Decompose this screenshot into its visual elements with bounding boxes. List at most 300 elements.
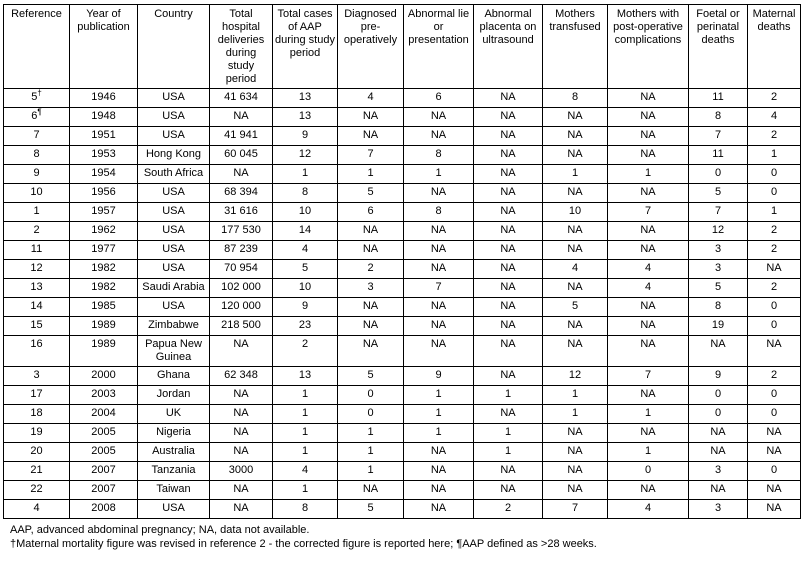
table-row (4, 241, 801, 260)
cell-abnormal-lie: NA (404, 317, 474, 336)
cell-country: Nigeria (138, 424, 210, 443)
cell-postop-complications: 7 (608, 367, 689, 386)
cell-cases: 14 (273, 222, 338, 241)
cell-transfused: NA (543, 127, 608, 146)
cell-deliveries: 87 239 (210, 241, 273, 260)
reference-number: 4 (33, 502, 40, 514)
cell-foetal-deaths: 3 (689, 500, 748, 519)
cell-diagnosed-preop: NA (338, 127, 404, 146)
cell-transfused: 12 (543, 367, 608, 386)
cell-cases: 1 (273, 424, 338, 443)
cell-maternal-deaths: NA (748, 481, 801, 500)
cell-reference (4, 127, 70, 146)
cell-year: 1954 (70, 165, 138, 184)
cell-foetal-deaths: 7 (689, 127, 748, 146)
cell-maternal-deaths: 2 (748, 89, 801, 108)
cell-foetal-deaths: 7 (689, 203, 748, 222)
cell-abnormal-lie: NA (404, 298, 474, 317)
cell-postop-complications: 4 (608, 260, 689, 279)
cell-year: 2000 (70, 367, 138, 386)
cell-year: 1985 (70, 298, 138, 317)
cell-abnormal-placenta: 1 (474, 443, 543, 462)
cell-reference (4, 298, 70, 317)
cell-foetal-deaths: 12 (689, 222, 748, 241)
cell-country: Papua New Guinea (138, 336, 210, 367)
cell-country: Taiwan (138, 481, 210, 500)
cell-diagnosed-preop: NA (338, 298, 404, 317)
table-row (4, 127, 801, 146)
cell-foetal-deaths: 9 (689, 367, 748, 386)
table-row (4, 386, 801, 405)
cell-abnormal-placenta: NA (474, 203, 543, 222)
cell-cases: 12 (273, 146, 338, 165)
cell-deliveries: NA (210, 481, 273, 500)
cell-deliveries: 62 348 (210, 367, 273, 386)
cell-year: 1977 (70, 241, 138, 260)
table-row (4, 279, 801, 298)
cell-foetal-deaths: 3 (689, 260, 748, 279)
cell-transfused: NA (543, 108, 608, 127)
cell-country: Zimbabwe (138, 317, 210, 336)
cell-abnormal-lie: 7 (404, 279, 474, 298)
cell-reference (4, 500, 70, 519)
cell-diagnosed-preop: NA (338, 108, 404, 127)
cell-country: USA (138, 127, 210, 146)
cell-year: 1982 (70, 260, 138, 279)
cell-diagnosed-preop: 0 (338, 386, 404, 405)
cell-year: 2007 (70, 481, 138, 500)
cell-maternal-deaths: 2 (748, 279, 801, 298)
cell-foetal-deaths: 5 (689, 184, 748, 203)
reference-number: 14 (30, 300, 43, 312)
cell-diagnosed-preop: NA (338, 336, 404, 367)
cell-country: USA (138, 108, 210, 127)
cell-cases: 10 (273, 203, 338, 222)
cell-diagnosed-preop: 3 (338, 279, 404, 298)
cell-transfused: NA (543, 222, 608, 241)
cell-deliveries: 3000 (210, 462, 273, 481)
cell-diagnosed-preop: 5 (338, 367, 404, 386)
table-row (4, 481, 801, 500)
cell-year: 1948 (70, 108, 138, 127)
cell-maternal-deaths: 0 (748, 462, 801, 481)
cell-deliveries: 102 000 (210, 279, 273, 298)
cell-cases: 9 (273, 127, 338, 146)
table-row (4, 367, 801, 386)
cell-cases: 8 (273, 184, 338, 203)
cell-abnormal-placenta: NA (474, 184, 543, 203)
cell-postop-complications: NA (608, 222, 689, 241)
cell-abnormal-placenta: NA (474, 481, 543, 500)
table-row (4, 405, 801, 424)
cell-abnormal-placenta: NA (474, 367, 543, 386)
cell-abnormal-lie: NA (404, 481, 474, 500)
cell-year: 2004 (70, 405, 138, 424)
footnote-symbols: †Maternal mortality figure was revised in reference 2 - the corrected figure is reported here; ¶AAP defined as >28 weeks. (10, 538, 597, 550)
cell-country: USA (138, 89, 210, 108)
cell-year: 2005 (70, 424, 138, 443)
cell-abnormal-placenta: 2 (474, 500, 543, 519)
table-row (4, 108, 801, 127)
cell-transfused: NA (543, 184, 608, 203)
cell-deliveries: NA (210, 405, 273, 424)
cell-maternal-deaths: 2 (748, 222, 801, 241)
cell-country: USA (138, 184, 210, 203)
cell-maternal-deaths: 0 (748, 298, 801, 317)
footnote-abbreviations: AAP, advanced abdominal pregnancy; NA, data not available. (10, 524, 310, 536)
aap-studies-table (3, 4, 801, 519)
table-row (4, 298, 801, 317)
cell-diagnosed-preop: 2 (338, 260, 404, 279)
reference-number: 2 (33, 224, 40, 236)
reference-number: 11 (30, 243, 43, 255)
cell-deliveries: 31 616 (210, 203, 273, 222)
cell-cases: 13 (273, 367, 338, 386)
cell-maternal-deaths: 0 (748, 386, 801, 405)
cell-reference (4, 386, 70, 405)
reference-number: 3 (33, 369, 40, 381)
cell-transfused: NA (543, 443, 608, 462)
cell-year: 2003 (70, 386, 138, 405)
cell-maternal-deaths: 4 (748, 108, 801, 127)
cell-abnormal-lie: NA (404, 462, 474, 481)
cell-diagnosed-preop: 1 (338, 443, 404, 462)
cell-postop-complications: NA (608, 146, 689, 165)
cell-country: Saudi Arabia (138, 279, 210, 298)
cell-maternal-deaths: 0 (748, 405, 801, 424)
cell-country: Jordan (138, 386, 210, 405)
cell-deliveries: 70 954 (210, 260, 273, 279)
cell-reference (4, 367, 70, 386)
cell-postop-complications: NA (608, 184, 689, 203)
cell-reference (4, 222, 70, 241)
column-header-reference: Reference (4, 5, 70, 89)
cell-abnormal-placenta: NA (474, 241, 543, 260)
table-row (4, 222, 801, 241)
cell-abnormal-lie: NA (404, 241, 474, 260)
cell-diagnosed-preop: 1 (338, 165, 404, 184)
cell-country: Ghana (138, 367, 210, 386)
cell-reference (4, 279, 70, 298)
cell-year: 1953 (70, 146, 138, 165)
cell-postop-complications: NA (608, 127, 689, 146)
cell-abnormal-lie: NA (404, 500, 474, 519)
cell-maternal-deaths: NA (748, 336, 801, 367)
table-footnotes (3, 523, 802, 551)
cell-deliveries: 41 941 (210, 127, 273, 146)
cell-transfused: 1 (543, 386, 608, 405)
column-header-diagnosed-preop: Diagnosed pre-operatively (338, 5, 404, 89)
cell-reference (4, 405, 70, 424)
cell-cases: 13 (273, 108, 338, 127)
cell-abnormal-placenta: NA (474, 405, 543, 424)
cell-abnormal-lie: NA (404, 222, 474, 241)
cell-deliveries: 60 045 (210, 146, 273, 165)
cell-abnormal-placenta: NA (474, 89, 543, 108)
cell-postop-complications: NA (608, 386, 689, 405)
cell-abnormal-placenta: NA (474, 127, 543, 146)
cell-postop-complications: NA (608, 424, 689, 443)
cell-reference (4, 481, 70, 500)
cell-year: 1962 (70, 222, 138, 241)
reference-number: 12 (30, 262, 43, 274)
cell-year: 2007 (70, 462, 138, 481)
cell-transfused: 7 (543, 500, 608, 519)
cell-deliveries: 68 394 (210, 184, 273, 203)
cell-country: USA (138, 241, 210, 260)
cell-abnormal-placenta: NA (474, 146, 543, 165)
cell-abnormal-lie: NA (404, 127, 474, 146)
cell-abnormal-lie: NA (404, 184, 474, 203)
column-header-deliveries: Total hospital deliveries during study period (210, 5, 273, 89)
cell-transfused: 1 (543, 165, 608, 184)
cell-transfused: 1 (543, 405, 608, 424)
cell-abnormal-placenta: NA (474, 222, 543, 241)
cell-maternal-deaths: NA (748, 424, 801, 443)
reference-number: 16 (30, 338, 43, 350)
cell-maternal-deaths: NA (748, 260, 801, 279)
cell-postop-complications: 1 (608, 405, 689, 424)
cell-diagnosed-preop: 7 (338, 146, 404, 165)
cell-deliveries: NA (210, 108, 273, 127)
cell-diagnosed-preop: 1 (338, 424, 404, 443)
cell-abnormal-lie: 1 (404, 386, 474, 405)
cell-country: Hong Kong (138, 146, 210, 165)
cell-abnormal-placenta: NA (474, 108, 543, 127)
cell-maternal-deaths: NA (748, 500, 801, 519)
table-row (4, 89, 801, 108)
cell-foetal-deaths: NA (689, 481, 748, 500)
cell-cases: 1 (273, 405, 338, 424)
table-row (4, 317, 801, 336)
cell-cases: 23 (273, 317, 338, 336)
cell-deliveries: NA (210, 165, 273, 184)
cell-maternal-deaths: 2 (748, 241, 801, 260)
column-header-transfused: Mothers transfused (543, 5, 608, 89)
cell-year: 1946 (70, 89, 138, 108)
cell-reference (4, 462, 70, 481)
cell-transfused: 8 (543, 89, 608, 108)
cell-diagnosed-preop: 5 (338, 500, 404, 519)
cell-abnormal-lie: 8 (404, 146, 474, 165)
cell-reference (4, 260, 70, 279)
cell-deliveries: 41 634 (210, 89, 273, 108)
reference-number: 18 (30, 407, 43, 419)
cell-abnormal-placenta: 1 (474, 424, 543, 443)
cell-postop-complications: NA (608, 89, 689, 108)
cell-abnormal-placenta: NA (474, 336, 543, 367)
table-row (4, 184, 801, 203)
cell-abnormal-lie: NA (404, 260, 474, 279)
cell-foetal-deaths: 19 (689, 317, 748, 336)
cell-abnormal-lie: 1 (404, 165, 474, 184)
cell-abnormal-lie: NA (404, 336, 474, 367)
cell-postop-complications: 0 (608, 462, 689, 481)
cell-cases: 2 (273, 336, 338, 367)
cell-deliveries: NA (210, 443, 273, 462)
cell-cases: 5 (273, 260, 338, 279)
cell-diagnosed-preop: NA (338, 481, 404, 500)
cell-cases: 1 (273, 165, 338, 184)
reference-number: 20 (30, 445, 43, 457)
column-header-abnormal-placenta: Abnormal placenta on ultrasound (474, 5, 543, 89)
cell-cases: 13 (273, 89, 338, 108)
cell-postop-complications: 4 (608, 500, 689, 519)
cell-year: 1982 (70, 279, 138, 298)
cell-postop-complications: NA (608, 298, 689, 317)
cell-abnormal-lie: 1 (404, 405, 474, 424)
cell-maternal-deaths: NA (748, 443, 801, 462)
column-header-foetal-deaths: Foetal or perinatal deaths (689, 5, 748, 89)
cell-cases: 1 (273, 386, 338, 405)
cell-foetal-deaths: 5 (689, 279, 748, 298)
cell-country: USA (138, 260, 210, 279)
table-row (4, 462, 801, 481)
cell-diagnosed-preop: NA (338, 241, 404, 260)
cell-abnormal-placenta: NA (474, 260, 543, 279)
table-row (4, 260, 801, 279)
cell-transfused: NA (543, 279, 608, 298)
cell-country: South Africa (138, 165, 210, 184)
cell-year: 1951 (70, 127, 138, 146)
cell-abnormal-lie: 1 (404, 424, 474, 443)
cell-abnormal-lie: NA (404, 108, 474, 127)
cell-abnormal-placenta: 1 (474, 386, 543, 405)
table-row (4, 500, 801, 519)
cell-transfused: NA (543, 317, 608, 336)
cell-transfused: 5 (543, 298, 608, 317)
cell-maternal-deaths: 2 (748, 127, 801, 146)
cell-reference (4, 424, 70, 443)
cell-reference (4, 317, 70, 336)
reference-number: 13 (30, 281, 43, 293)
cell-deliveries: 120 000 (210, 298, 273, 317)
reference-number: 17 (30, 388, 43, 400)
column-header-abnormal-lie: Abnormal lie or presentation (404, 5, 474, 89)
cell-maternal-deaths: 0 (748, 184, 801, 203)
cell-abnormal-lie: 6 (404, 89, 474, 108)
cell-maternal-deaths: 2 (748, 367, 801, 386)
cell-country: USA (138, 203, 210, 222)
cell-abnormal-lie: 9 (404, 367, 474, 386)
cell-abnormal-placenta: NA (474, 298, 543, 317)
cell-abnormal-placenta: NA (474, 279, 543, 298)
cell-foetal-deaths: 3 (689, 241, 748, 260)
cell-diagnosed-preop: 6 (338, 203, 404, 222)
cell-diagnosed-preop: 1 (338, 462, 404, 481)
cell-deliveries: 177 530 (210, 222, 273, 241)
cell-foetal-deaths: NA (689, 336, 748, 367)
cell-maternal-deaths: 1 (748, 146, 801, 165)
cell-transfused: NA (543, 481, 608, 500)
cell-postop-complications: 4 (608, 279, 689, 298)
reference-number: 6 (31, 110, 38, 122)
reference-number: 10 (30, 186, 43, 198)
column-header-country: Country (138, 5, 210, 89)
cell-cases: 1 (273, 481, 338, 500)
cell-country: USA (138, 222, 210, 241)
cell-country: Tanzania (138, 462, 210, 481)
cell-postop-complications: 1 (608, 165, 689, 184)
cell-year: 1957 (70, 203, 138, 222)
cell-reference (4, 108, 70, 127)
cell-maternal-deaths: 0 (748, 317, 801, 336)
cell-diagnosed-preop: 5 (338, 184, 404, 203)
reference-number: 19 (30, 426, 43, 438)
table-row (4, 146, 801, 165)
table-row (4, 424, 801, 443)
cell-postop-complications: NA (608, 481, 689, 500)
cell-foetal-deaths: NA (689, 424, 748, 443)
cell-deliveries: NA (210, 500, 273, 519)
cell-year: 1989 (70, 317, 138, 336)
reference-number: 8 (33, 148, 40, 160)
cell-cases: 4 (273, 241, 338, 260)
cell-transfused: NA (543, 424, 608, 443)
cell-cases: 8 (273, 500, 338, 519)
cell-abnormal-placenta: NA (474, 462, 543, 481)
cell-reference (4, 89, 70, 108)
cell-postop-complications: 1 (608, 443, 689, 462)
cell-country: UK (138, 405, 210, 424)
cell-foetal-deaths: 11 (689, 89, 748, 108)
cell-foetal-deaths: 0 (689, 405, 748, 424)
cell-reference (4, 443, 70, 462)
cell-diagnosed-preop: 0 (338, 405, 404, 424)
cell-foetal-deaths: 8 (689, 108, 748, 127)
cell-diagnosed-preop: 4 (338, 89, 404, 108)
cell-reference (4, 184, 70, 203)
cell-foetal-deaths: 8 (689, 298, 748, 317)
cell-foetal-deaths: 0 (689, 386, 748, 405)
cell-foetal-deaths: 0 (689, 165, 748, 184)
column-header-maternal-deaths: Maternal deaths (748, 5, 801, 89)
cell-deliveries: NA (210, 336, 273, 367)
cell-cases: 4 (273, 462, 338, 481)
reference-number: 21 (30, 464, 43, 476)
cell-abnormal-placenta: NA (474, 317, 543, 336)
cell-postop-complications: NA (608, 241, 689, 260)
reference-number: 22 (30, 483, 43, 495)
cell-transfused: NA (543, 336, 608, 367)
column-header-cases: Total cases of AAP during study period (273, 5, 338, 89)
cell-year: 1989 (70, 336, 138, 367)
reference-footnote-mark: ¶ (37, 107, 42, 117)
cell-country: USA (138, 298, 210, 317)
cell-transfused: 4 (543, 260, 608, 279)
cell-year: 2005 (70, 443, 138, 462)
cell-cases: 9 (273, 298, 338, 317)
cell-deliveries: NA (210, 424, 273, 443)
cell-foetal-deaths: 11 (689, 146, 748, 165)
cell-year: 1956 (70, 184, 138, 203)
cell-cases: 1 (273, 443, 338, 462)
reference-number: 9 (33, 167, 40, 179)
cell-transfused: 10 (543, 203, 608, 222)
cell-reference (4, 203, 70, 222)
column-header-postop-complications: Mothers with post-operative complications (608, 5, 689, 89)
cell-abnormal-placenta: NA (474, 165, 543, 184)
reference-number: 5 (31, 91, 38, 103)
reference-footnote-mark: † (37, 88, 42, 98)
cell-transfused: NA (543, 462, 608, 481)
cell-transfused: NA (543, 146, 608, 165)
cell-postop-complications: NA (608, 317, 689, 336)
cell-cases: 10 (273, 279, 338, 298)
cell-diagnosed-preop: NA (338, 317, 404, 336)
cell-reference (4, 146, 70, 165)
cell-reference (4, 241, 70, 260)
